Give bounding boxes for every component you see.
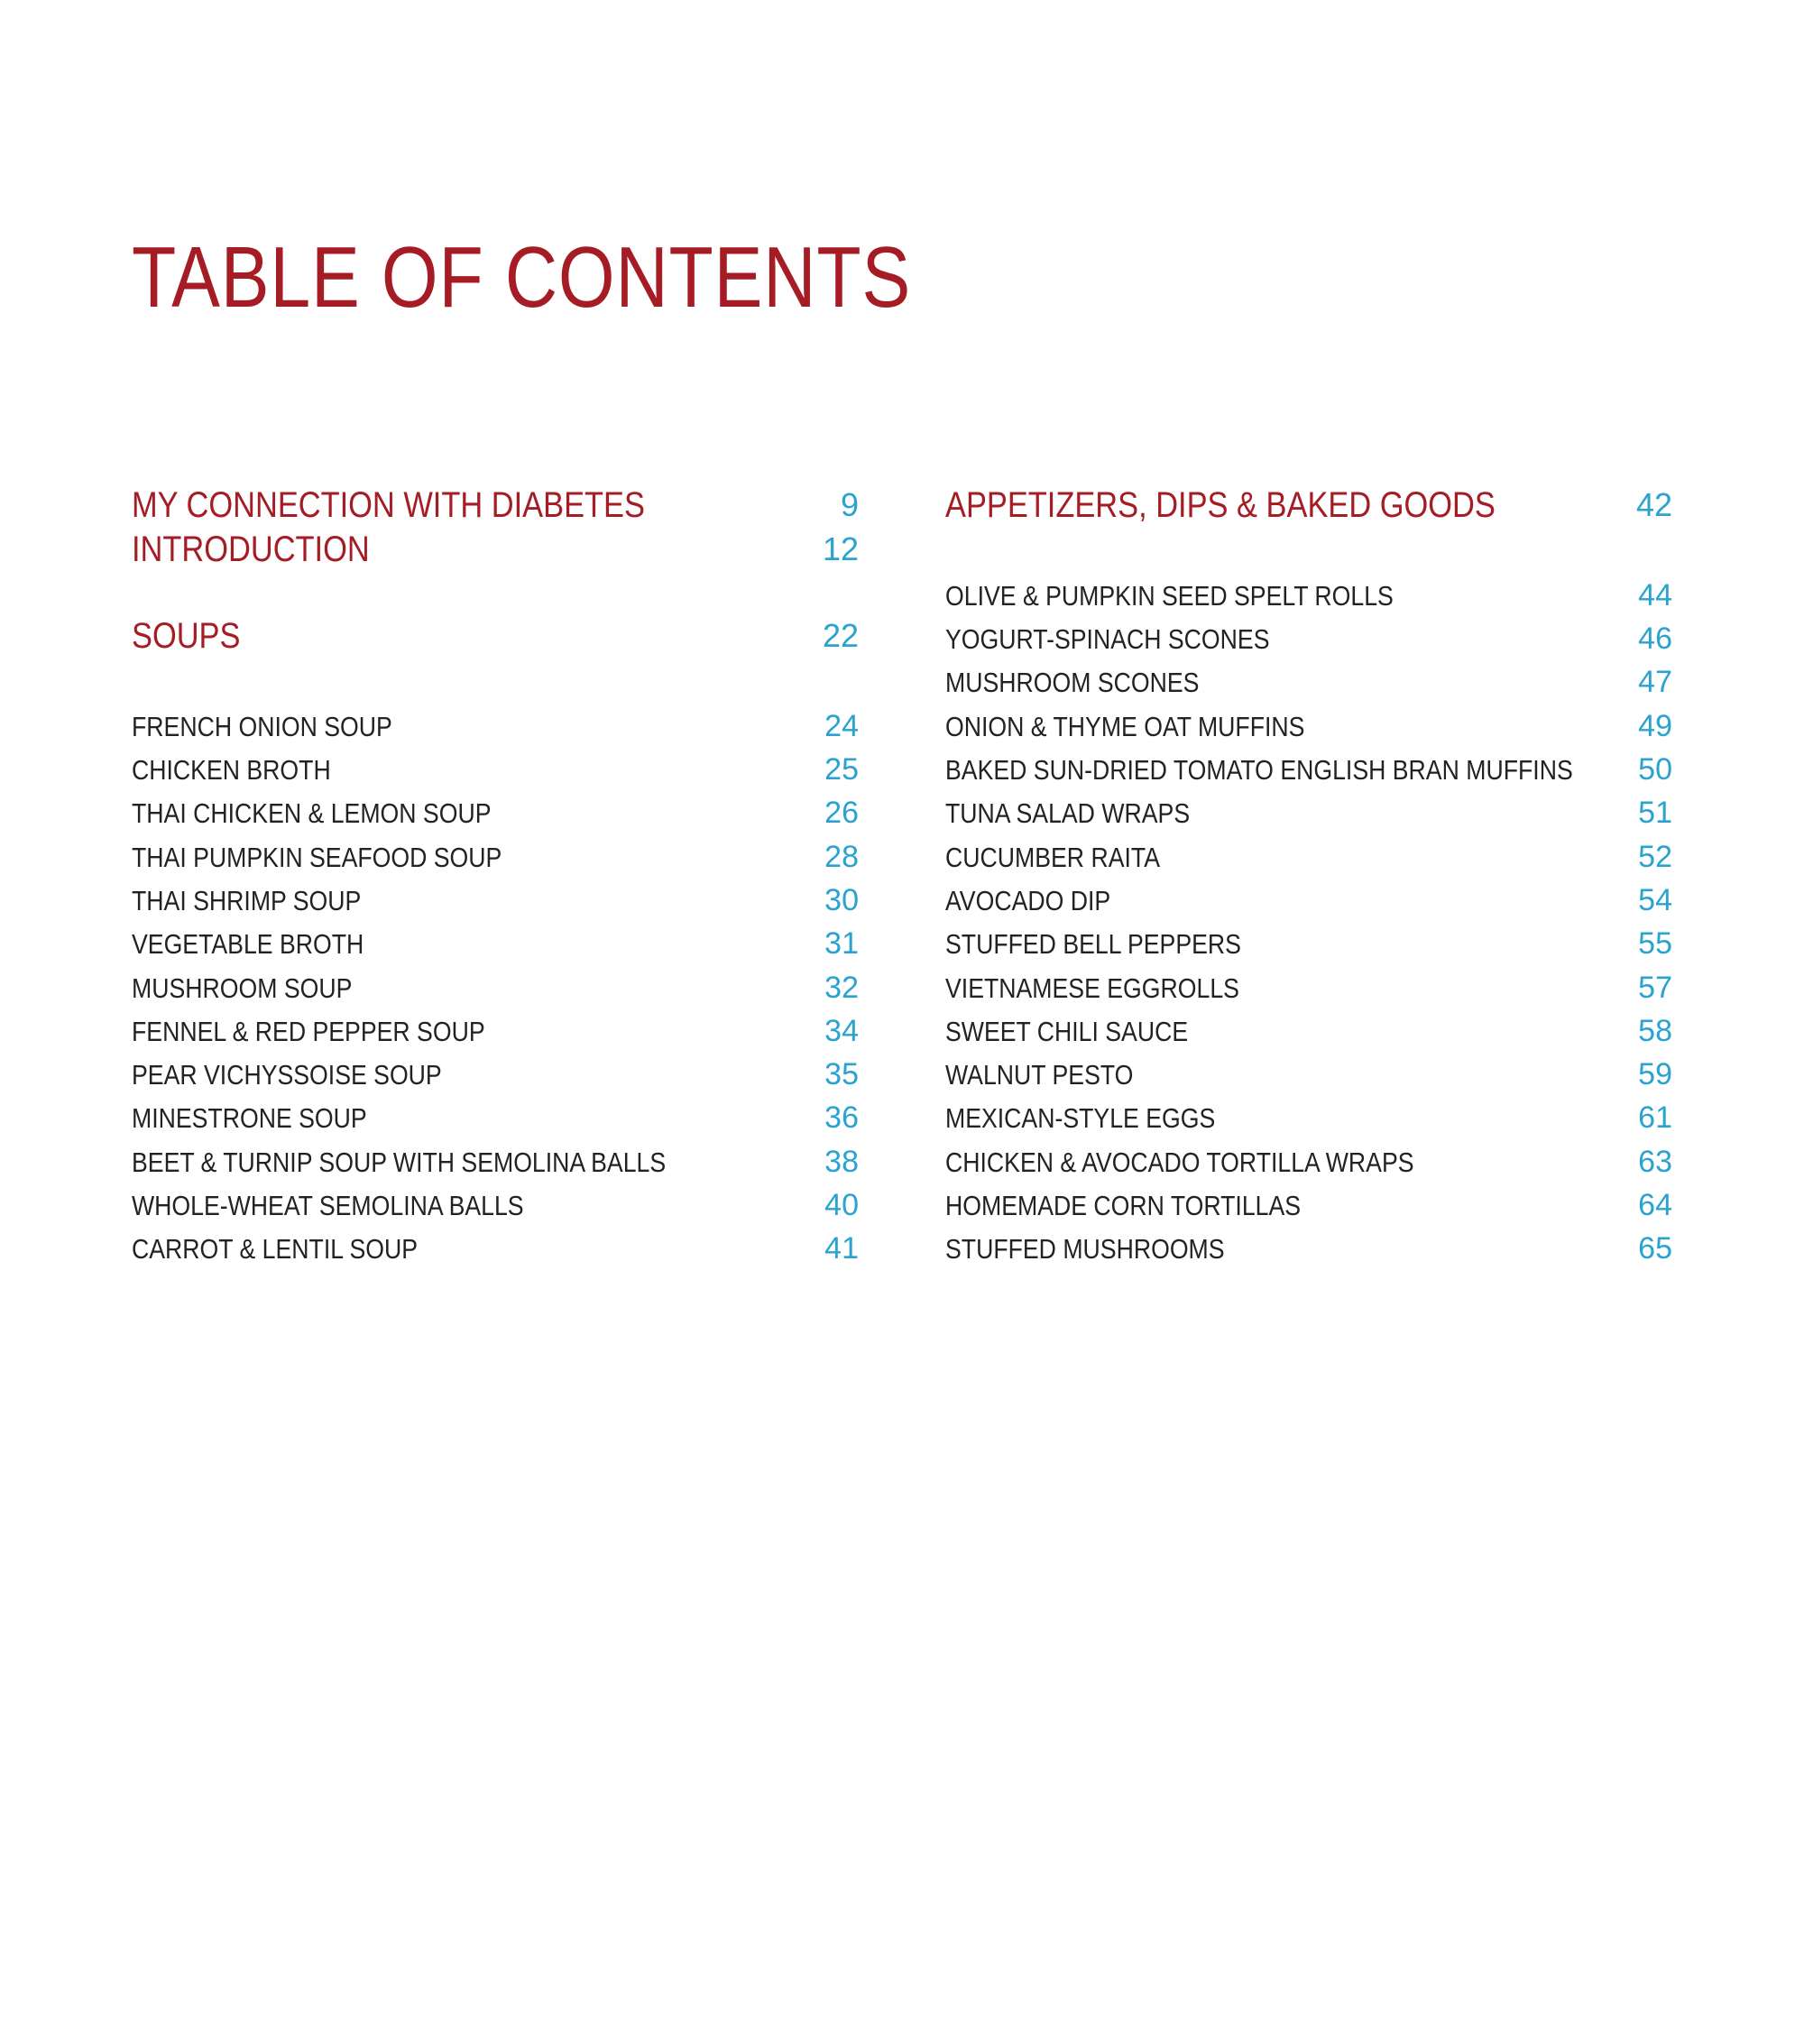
toc-entry-page: 55 [1638, 926, 1672, 962]
toc-entry[interactable] [945, 1228, 1672, 1271]
toc-entry-page: 35 [824, 1057, 859, 1092]
toc-entry-page: 58 [1638, 1013, 1672, 1048]
toc-entry[interactable] [945, 661, 1672, 704]
toc-entry[interactable] [132, 1184, 859, 1228]
toc-section-page: 22 [822, 617, 859, 655]
toc-entry-label: YOGURT-SPINACH SCONES [945, 623, 1270, 656]
toc-entry-label: MINESTRONE SOUP [132, 1102, 367, 1135]
toc-section-soups[interactable] [132, 618, 859, 661]
toc-column-right [945, 487, 1672, 1271]
toc-entry-label: ONION & THYME OAT MUFFINS [945, 710, 1305, 742]
toc-entry-page: 49 [1638, 708, 1672, 743]
toc-section-page: 42 [1635, 486, 1672, 524]
toc-entry-label: VIETNAMESE EGGROLLS [945, 971, 1239, 1004]
toc-entry-label: THAI PUMPKIN SEAFOOD SOUP [132, 841, 502, 873]
toc-entry[interactable] [945, 966, 1672, 1009]
toc-entry[interactable] [132, 1228, 859, 1271]
toc-entry-label: CHICKEN & AVOCADO TORTILLA WRAPS [945, 1146, 1414, 1178]
toc-entry-page: 34 [824, 1013, 859, 1048]
toc-entry-label: HOMEMADE CORN TORTILLAS [945, 1190, 1302, 1222]
toc-entry-label: SWEET CHILI SAUCE [945, 1015, 1189, 1047]
toc-entry-page: 52 [1638, 839, 1672, 874]
toc-entry[interactable] [945, 1010, 1672, 1054]
toc-entry-label: MUSHROOM SOUP [132, 971, 353, 1004]
toc-entry[interactable] [132, 835, 859, 879]
toc-entry-page: 51 [1638, 796, 1672, 831]
toc-entry-page: 28 [824, 839, 859, 874]
toc-entry-page: 38 [824, 1144, 859, 1179]
toc-entry-label: FENNEL & RED PEPPER SOUP [132, 1015, 485, 1047]
toc-entry-page: 50 [1638, 752, 1672, 787]
toc-entry-page: 26 [824, 796, 859, 831]
toc-entry-page: 32 [824, 970, 859, 1005]
toc-entry-label: THAI CHICKEN & LEMON SOUP [132, 797, 492, 830]
toc-entry[interactable] [945, 835, 1672, 879]
toc-entry-page: 65 [1638, 1231, 1672, 1266]
toc-entry[interactable] [132, 923, 859, 966]
toc-entry-label: WHOLE-WHEAT SEMOLINA BALLS [132, 1190, 524, 1222]
toc-column-left [132, 487, 859, 1271]
toc-entry-label: CHICKEN BROTH [132, 754, 331, 787]
toc-entry-page: 64 [1638, 1188, 1672, 1223]
toc-entry-page: 44 [1638, 577, 1672, 612]
toc-section-label: SOUPS [132, 616, 241, 657]
toc-entry-label: STUFFED MUSHROOMS [945, 1233, 1225, 1266]
toc-entry[interactable] [132, 879, 859, 923]
page-title: TABLE OF CONTENTS [132, 229, 912, 326]
toc-entry-page: 40 [824, 1188, 859, 1223]
toc-entry-label: AVOCADO DIP [945, 884, 1111, 916]
toc-entry-page: 59 [1638, 1057, 1672, 1092]
toc-entry-page: 41 [824, 1231, 859, 1266]
toc-entry-page: 47 [1638, 665, 1672, 700]
toc-entry[interactable] [132, 749, 859, 792]
toc-entry[interactable] [945, 1140, 1672, 1183]
toc-entry[interactable] [945, 1097, 1672, 1140]
toc-entry-page: 24 [824, 708, 859, 743]
toc-entry-label: TUNA SALAD WRAPS [945, 797, 1191, 830]
toc-entry-label: INTRODUCTION [132, 529, 370, 569]
toc-entry-introduction[interactable] [132, 530, 859, 574]
toc-entry-label: CARROT & LENTIL SOUP [132, 1233, 419, 1266]
toc-entry-page: 36 [824, 1100, 859, 1136]
toc-entry-page: 61 [1638, 1100, 1672, 1136]
toc-entry[interactable] [945, 1184, 1672, 1228]
toc-entry[interactable] [132, 792, 859, 835]
toc-entry[interactable] [132, 1010, 859, 1054]
toc-section-label: APPETIZERS, DIPS & BAKED GOODS [945, 485, 1496, 526]
toc-entry[interactable] [132, 966, 859, 1009]
toc-entry[interactable] [945, 923, 1672, 966]
toc-entry-page: 31 [824, 926, 859, 962]
toc-entry-page: 25 [824, 752, 859, 787]
toc-entry[interactable] [132, 1140, 859, 1183]
toc-entry[interactable] [945, 575, 1672, 618]
spacer [945, 530, 1672, 574]
spacer [132, 661, 859, 704]
toc-entry[interactable] [945, 792, 1672, 835]
toc-entry[interactable] [945, 1054, 1672, 1097]
toc-entry-label: FRENCH ONION SOUP [132, 710, 392, 742]
toc-entry[interactable] [945, 879, 1672, 923]
toc-entry[interactable] [945, 704, 1672, 748]
toc-entry-page: 30 [824, 882, 859, 917]
toc-entry-label: PEAR VICHYSSOISE SOUP [132, 1059, 442, 1091]
toc-entry[interactable] [945, 618, 1672, 661]
toc-entry-page: 57 [1638, 970, 1672, 1005]
toc-entry[interactable] [132, 704, 859, 748]
toc-entry[interactable] [132, 1097, 859, 1140]
toc-entry-label: OLIVE & PUMPKIN SEED SPELT ROLLS [945, 579, 1394, 612]
toc-entry[interactable] [945, 749, 1672, 792]
toc-entry-label: STUFFED BELL PEPPERS [945, 928, 1241, 961]
toc-entry-label: BEET & TURNIP SOUP WITH SEMOLINA BALLS [132, 1146, 667, 1178]
toc-entry-page: 63 [1638, 1144, 1672, 1179]
toc-entry-label: MY CONNECTION WITH DIABETES [132, 485, 645, 526]
toc-entry-label: MEXICAN-STYLE EGGS [945, 1102, 1216, 1135]
toc-entry-label: CUCUMBER RAITA [945, 841, 1160, 873]
toc-entry-label: VEGETABLE BROTH [132, 928, 364, 961]
toc-entry[interactable] [132, 1054, 859, 1097]
toc-entry-page: 12 [822, 529, 859, 567]
spacer [132, 575, 859, 618]
toc-section-appetizers[interactable] [945, 487, 1672, 530]
toc-entry-my-connection[interactable] [132, 487, 859, 530]
toc-entry-label: THAI SHRIMP SOUP [132, 884, 362, 916]
toc-entry-page: 46 [1638, 621, 1672, 657]
toc-entry-label: BAKED SUN-DRIED TOMATO ENGLISH BRAN MUFFINS [945, 754, 1573, 787]
toc-entry-page: 54 [1638, 882, 1672, 917]
toc-entry-label: WALNUT PESTO [945, 1059, 1134, 1091]
toc-entry-page: 9 [840, 486, 859, 524]
toc-entry-label: MUSHROOM SCONES [945, 667, 1200, 699]
